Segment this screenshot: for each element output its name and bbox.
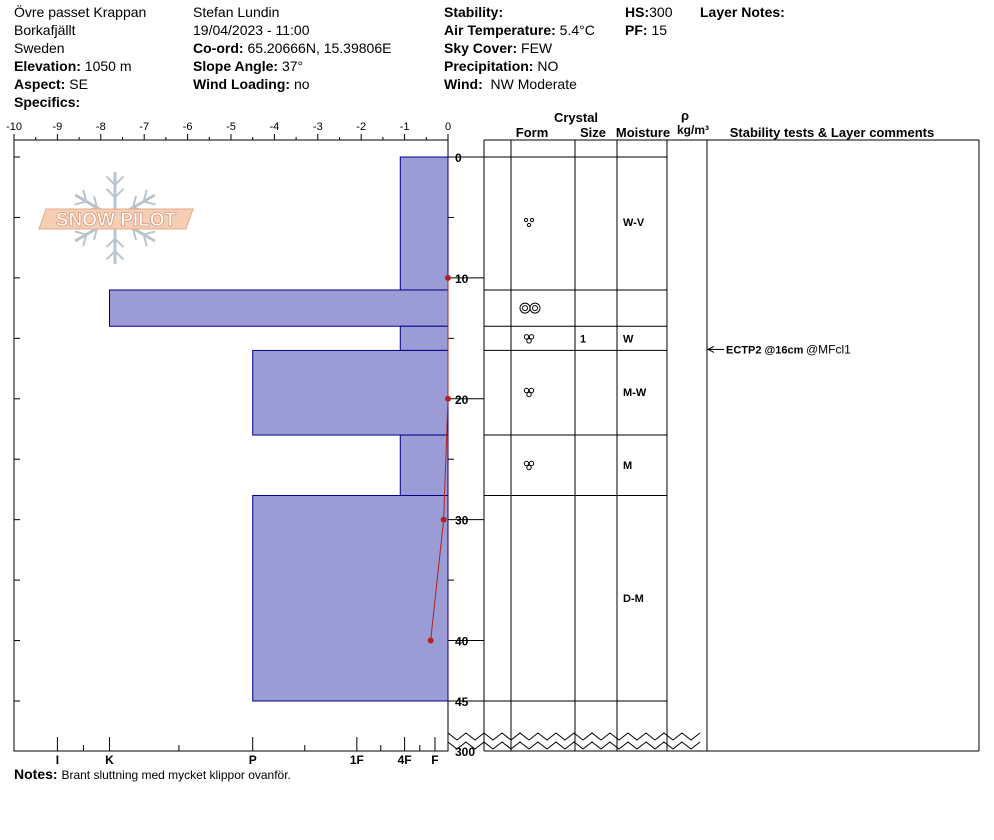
hardness-tick-label: K xyxy=(105,753,114,767)
layer-moisture: M-W xyxy=(623,387,647,399)
country-name: Sweden xyxy=(14,40,65,56)
snowflake-branch xyxy=(144,201,156,204)
hs-row: HS:300 xyxy=(625,4,673,20)
density-unit-header: kg/m³ xyxy=(676,123,710,137)
stability-row: Stability: xyxy=(444,4,504,20)
temp-tick-label: -8 xyxy=(95,121,106,133)
coord-row: Co-ord: 65.20666N, 15.39806E xyxy=(193,40,392,56)
temperature-point xyxy=(445,275,451,281)
observer-name: Stefan Lundin xyxy=(193,4,280,20)
melt-forms-icon xyxy=(527,392,531,396)
stability-test-label: ECTP2 @16cm xyxy=(726,344,804,357)
ice-formation-icon xyxy=(520,303,530,313)
sky-value: FEW xyxy=(521,40,553,56)
form-header: Form xyxy=(515,125,549,140)
depth-tick-label: 20 xyxy=(455,392,469,407)
zigzag-line xyxy=(448,733,700,740)
depth-tick-label: 30 xyxy=(455,513,469,528)
hardness-tick-label: 4F xyxy=(397,753,412,767)
slope-row: Slope Angle: 37° xyxy=(193,58,304,74)
layer-cell-group xyxy=(524,217,644,229)
location-name: Övre passet Krappan xyxy=(14,4,147,20)
hardness-bar xyxy=(253,495,448,701)
sky-row: Sky Cover: FEW xyxy=(444,40,553,56)
coord-value: 65.20666N, 15.39806E xyxy=(247,40,392,56)
temp-tick-label: -7 xyxy=(139,121,150,133)
temperature-point xyxy=(428,638,434,644)
temp-tick-label: -9 xyxy=(52,121,63,133)
size-header: Size xyxy=(579,125,607,140)
logo-text: SNOW PILOT xyxy=(55,210,177,231)
snowflake-branch xyxy=(75,231,87,234)
region-name: Borkafjällt xyxy=(14,22,76,38)
hardness-bar xyxy=(400,326,448,350)
notes-row xyxy=(14,766,291,782)
stability-header: Stability tests & Layer comments xyxy=(729,125,935,140)
hardness-axis xyxy=(56,737,439,767)
precipitation-particles-icon xyxy=(524,218,527,221)
stability-tests xyxy=(708,342,851,356)
hardness-bar xyxy=(400,157,448,290)
layer-cell-group xyxy=(524,333,634,345)
layer-cells xyxy=(520,217,647,605)
hardness-tick-label: 1F xyxy=(349,753,364,767)
precipitation-particles-icon xyxy=(527,223,530,226)
snowflake-branch xyxy=(75,201,87,204)
layer-cell-group xyxy=(524,460,632,472)
hardness-tick-label: P xyxy=(248,753,257,767)
layer-size: 1 xyxy=(580,333,587,346)
pf-row: PF: 15 xyxy=(625,22,668,38)
wind-value: NW Moderate xyxy=(490,76,577,92)
hardness-tick-label: F xyxy=(431,753,439,767)
obs-datetime: 19/04/2023 - 11:00 xyxy=(193,22,310,38)
hs-value: 300 xyxy=(649,4,673,20)
ice-formation-icon xyxy=(533,306,538,311)
elevation-row: Elevation: 1050 m xyxy=(14,58,132,74)
snowpilot-logo xyxy=(39,172,193,264)
left-depth-ticks xyxy=(14,157,20,701)
temp-tick-label: -4 xyxy=(269,121,280,133)
zigzag-line xyxy=(448,742,700,749)
depth-axis xyxy=(448,151,484,759)
layer-cell-group xyxy=(524,387,647,399)
hardness-tick-label: I xyxy=(55,753,60,767)
crystal-header: Crystal xyxy=(553,110,599,125)
aspect-row: Aspect: SE xyxy=(14,76,88,92)
hardness-bar xyxy=(400,435,448,495)
temperature-axis xyxy=(6,121,451,140)
snowflake-branch xyxy=(144,231,156,234)
precip-row: Precipitation: NO xyxy=(444,58,559,74)
ice-formation-icon xyxy=(530,303,540,313)
hardness-bars xyxy=(109,157,448,701)
depth-break-zigzag xyxy=(448,733,700,749)
temp-tick-label: -2 xyxy=(356,121,367,133)
wind-loading-value: no xyxy=(293,76,310,92)
temp-tick-label: -10 xyxy=(6,121,22,133)
notes-label: Notes: xyxy=(14,766,58,782)
aspect-value: SE xyxy=(69,76,88,92)
air-temp-row: Air Temperature: 5.4°C xyxy=(444,22,595,38)
ice-formation-icon xyxy=(523,306,528,311)
hardness-bar xyxy=(253,350,448,435)
layer-moisture: W-V xyxy=(623,217,645,229)
layer-moisture: D-M xyxy=(623,593,644,605)
temp-tick-label: -5 xyxy=(226,121,236,133)
depth-tick-label: 45 xyxy=(455,695,469,709)
temp-tick-label: -3 xyxy=(312,121,323,133)
slope-value: 37° xyxy=(281,58,304,74)
precipitation-particles-icon xyxy=(530,218,533,221)
temp-tick-label: -6 xyxy=(182,121,193,133)
pf-value: 15 xyxy=(651,22,668,38)
moisture-header: Moisture xyxy=(615,125,671,140)
depth-tick-label: 0 xyxy=(455,151,462,165)
temperature-point xyxy=(441,517,447,523)
layer-notes-label: Layer Notes: xyxy=(700,4,785,20)
precip-value: NO xyxy=(537,58,559,74)
melt-forms-icon xyxy=(527,465,531,469)
rho-header: ρ xyxy=(680,108,690,123)
wind-row: Wind: NW Moderate xyxy=(444,76,577,92)
notes-text: Brant sluttning med mycket klippor ovanför. xyxy=(61,768,291,782)
specifics-row: Specifics: xyxy=(14,94,81,110)
layer-cell-group xyxy=(623,593,644,605)
melt-forms-icon xyxy=(527,339,531,343)
air-temp-value: 5.4°C xyxy=(559,22,595,38)
wind-loading-row: Wind Loading: no xyxy=(193,76,310,92)
elevation-value: 1050 m xyxy=(84,58,132,74)
layer-moisture: W xyxy=(623,333,634,346)
hardness-bar xyxy=(109,290,448,326)
temp-tick-label: 0 xyxy=(444,121,452,133)
depth-tick-label: 10 xyxy=(455,271,469,286)
depth-tick-label: 40 xyxy=(455,634,469,649)
stability-test-comment: @MFcl1 xyxy=(806,342,851,357)
temperature-point xyxy=(445,396,451,402)
layer-moisture: M xyxy=(623,460,633,472)
depth-bottom-label: 300 xyxy=(455,745,476,759)
layer-cell-group xyxy=(520,303,540,313)
temp-tick-label: -1 xyxy=(399,121,410,133)
